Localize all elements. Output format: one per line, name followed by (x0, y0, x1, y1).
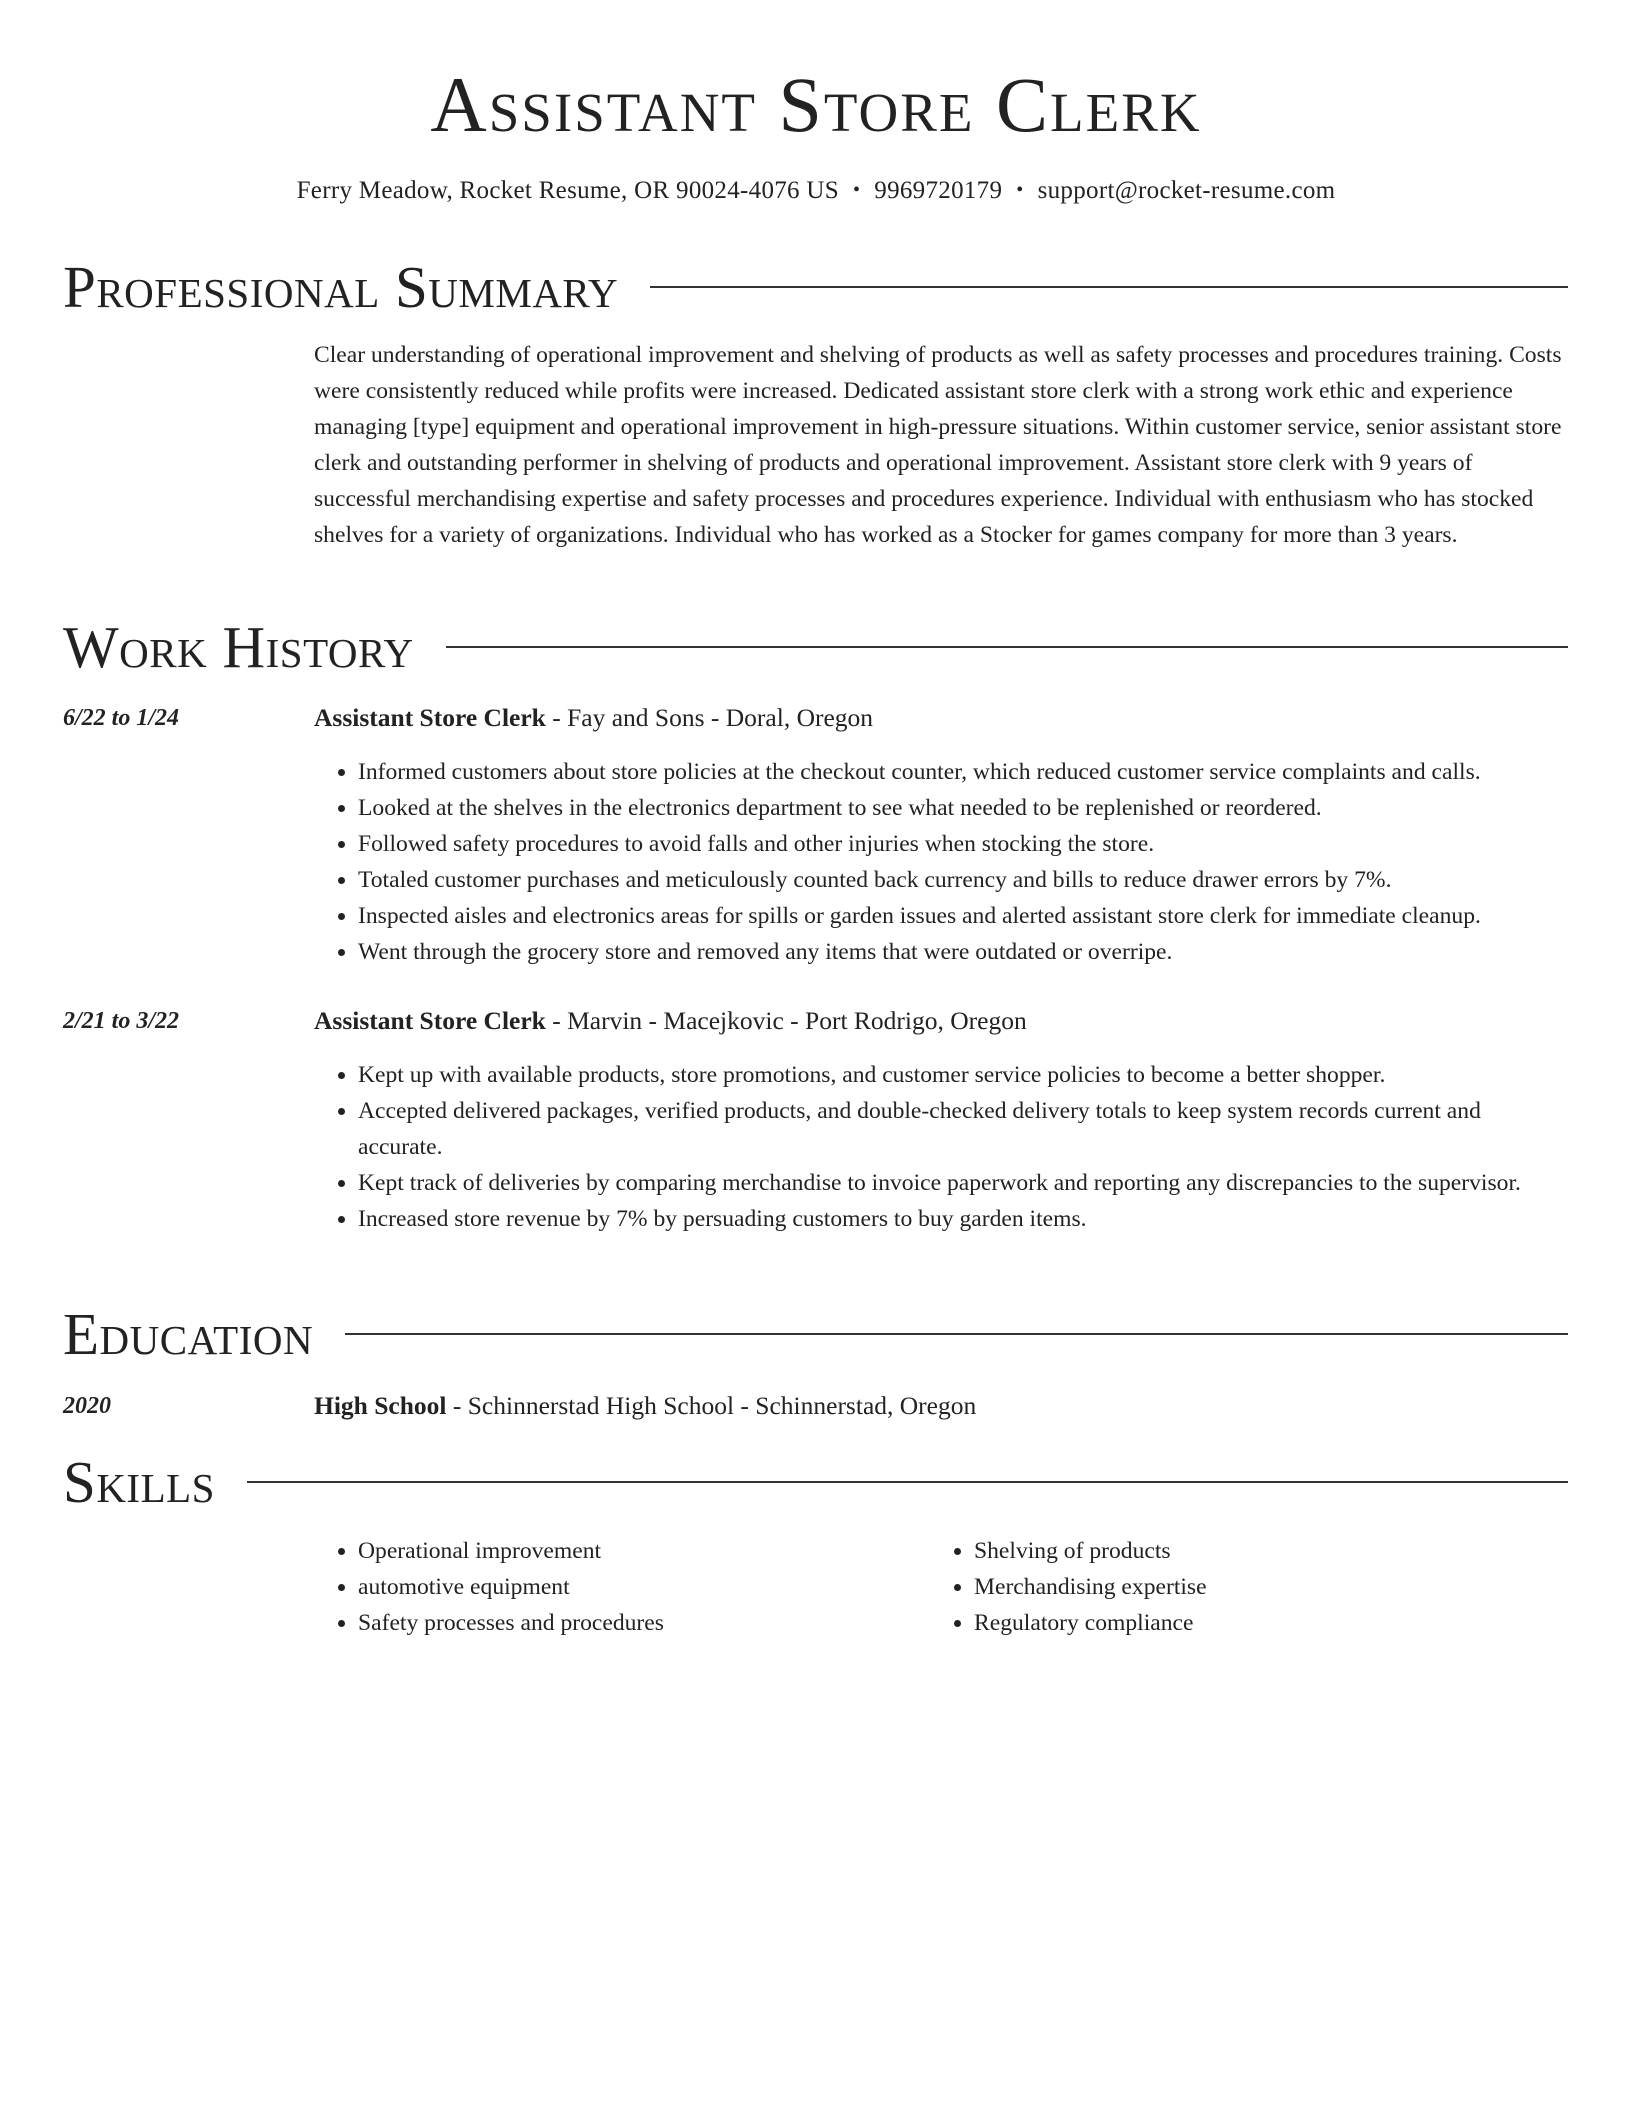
contact-separator: • (1016, 179, 1024, 201)
job-heading (314, 700, 873, 736)
education-school-location: - Schinnerstad High School - Schinnerstad, Oregon (446, 1391, 977, 1420)
resume-name: Assistant Store Clerk (430, 61, 1202, 148)
work-section-title: Work History (63, 614, 414, 680)
skill-item: • Merchandising expertise (974, 1569, 1530, 1605)
contact-phone: 9969720179 (874, 177, 1003, 204)
contact-separator: • (852, 179, 861, 201)
list-item: • Informed customers about store policies at the checkout counter, which reduced customer service complaints and calls. (358, 754, 1568, 790)
contact-line (0, 173, 1632, 208)
education-section-heading (63, 1299, 1568, 1369)
section-divider (446, 646, 1568, 648)
skill-item: • Regulatory compliance (974, 1605, 1530, 1641)
skill-item: • Operational improvement (358, 1533, 914, 1569)
summary-section-title: Professional Summary (63, 254, 619, 320)
skill-item: • Safety processes and procedures (358, 1605, 914, 1641)
section-divider (650, 286, 1568, 288)
list-item: • Increased store revenue by 7% by persuading customers to buy garden items. (358, 1201, 1568, 1237)
education-entry (314, 1388, 976, 1424)
job-dates: 6/22 to 1/24 (63, 705, 180, 731)
list-item: • Accepted delivered packages, verified products, and double-checked delivery totals to keep system records current and accurate. (358, 1093, 1568, 1165)
skills-list-right (930, 1533, 1530, 1641)
section-divider (345, 1333, 1568, 1335)
section-divider (247, 1481, 1568, 1483)
list-item: • Kept track of deliveries by comparing merchandise to invoice paperwork and reporting any discrepancies to the supervisor. (358, 1165, 1568, 1201)
job-bullets (314, 1057, 1568, 1237)
list-item: • Went through the grocery store and removed any items that were outdated or overripe. (358, 934, 1568, 970)
job-title: Assistant Store Clerk (314, 1006, 546, 1035)
skills-section-heading (63, 1447, 1568, 1517)
list-item: • Kept up with available products, store promotions, and customer service policies to become a better shopper. (358, 1057, 1568, 1093)
education-year: 2020 (63, 1393, 111, 1419)
summary-section-heading (63, 252, 1568, 322)
list-item: • Totaled customer purchases and meticulously counted back currency and bills to reduce drawer errors by 7%. (358, 862, 1568, 898)
job-heading (314, 1003, 1027, 1039)
summary-text: Clear understanding of operational improvement and shelving of products as well as safety processes and procedures training. Costs were consistently reduced while profits were increased. Dedicated assistant store clerk with a strong work ethic and experience managing [type] equipment and operational improvement in high-pressure situations. Within customer service, senior assistant store clerk and outstanding performer in shelving of products and operational improvement. Assistant store clerk with 9 years of successful merchandising expertise and safety processes and procedures experience. Individual with enthusiasm who has stocked shelves for a variety of organizations. Individual who has worked as a Stocker for games company for more than 3 years. (314, 342, 1562, 548)
skill-item: • automotive equipment (358, 1569, 914, 1605)
list-item: • Followed safety procedures to avoid falls and other injuries when stocking the store. (358, 826, 1568, 862)
list-item: • Inspected aisles and electronics areas for spills or garden issues and alerted assistant store clerk for immediate cleanup. (358, 898, 1568, 934)
job-title: Assistant Store Clerk (314, 703, 546, 732)
skills-section-title: Skills (63, 1449, 215, 1515)
list-item: • Looked at the shelves in the electronics department to see what needed to be replenished or reordered. (358, 790, 1568, 826)
job-bullets (314, 754, 1568, 970)
job-company-location: - Marvin - Macejkovic - Port Rodrigo, Oregon (545, 1006, 1027, 1035)
contact-email: support@rocket-resume.com (1037, 177, 1336, 204)
education-section-title: Education (63, 1301, 314, 1367)
skills-list-left (314, 1533, 914, 1641)
contact-address: Ferry Meadow, Rocket Resume, OR 90024-4076 US (296, 177, 839, 204)
job-company-location: - Fay and Sons - Doral, Oregon (545, 703, 874, 732)
work-section-heading (63, 612, 1568, 682)
skill-item: • Shelving of products (974, 1533, 1530, 1569)
education-degree: High School (314, 1391, 447, 1420)
job-dates: 2/21 to 3/22 (63, 1008, 180, 1034)
